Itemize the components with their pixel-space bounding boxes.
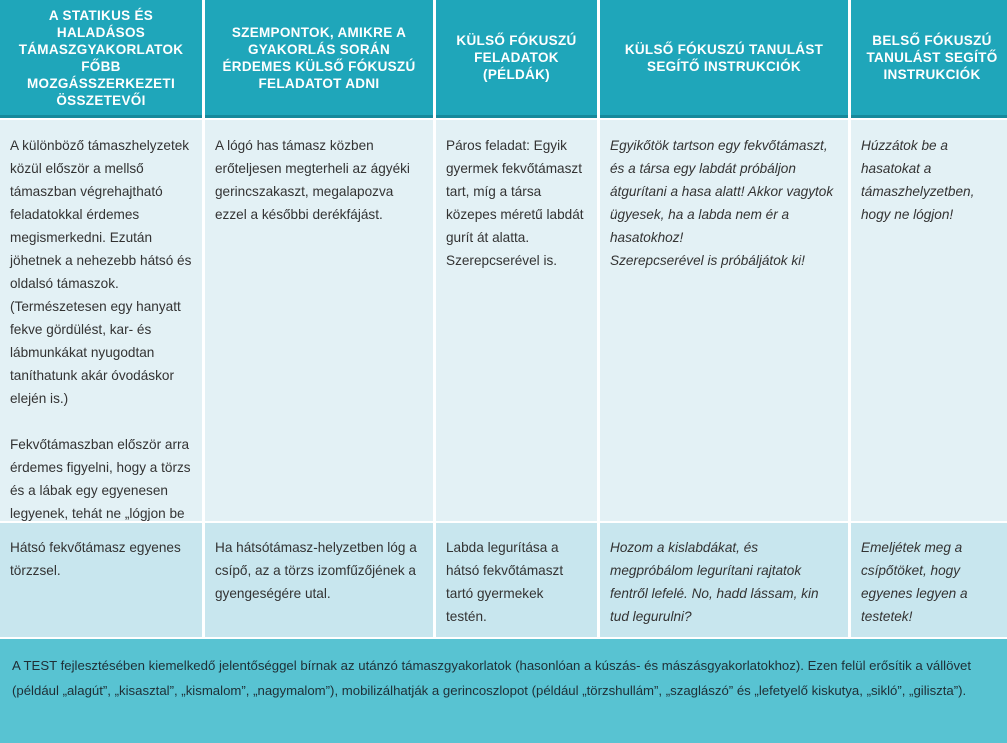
row1-external-instructions [600,120,848,521]
row1-components-text-2: Fekvőtámaszban először arra érdemes figyelni, hogy a törzs és a lábak egy egyenesen legyenek, tehát ne „lógjon be [10,437,191,521]
row2-external-instructions [600,523,848,637]
row2-components [0,523,202,637]
header-components: A STATIKUS ÉS HALADÁSOS TÁMASZGYAKORLATOK FŐBB MOZGÁSSZERKEZETI ÖSSZETEVŐI [0,0,202,118]
row2-external-instructions-text: Hozom a kislabdákat, és megpróbálom legurítani rajtatok fentről lefelé. No, hadd lássam, kin tud legurulni? [610,540,819,624]
footer-note: A TEST fejlesztésében kiemelkedő jelentőséggel bírnak az utánzó támaszgyakorlatok (hasonlóan a kúszás- és mászásgyakorlatokhoz). Ezen felül erősítik a vállövet (például „alagút”, „kisasztal”, „kismalom”, „nagymalom”), mobilizálhatják a gerincoszlopot (például „törzshullám”, „szaglászó” és „lefetyelő kiskutya, „sikló”, „giliszta”). [0,639,1007,743]
row2-external-tasks-text: Labda legurítása a hátsó fekvőtámaszt tartó gyermekek testén. [446,540,564,624]
row1-external-tasks-text: Páros feladat: Egyik gyermek fekvőtámaszt tart, míg a társa közepes méretű labdát gurít át alatta. Szerepcserével is. [446,138,584,268]
header-internal-instructions: BELSŐ FÓKUSZÚ TANULÁST SEGÍTŐ INSTRUKCIÓK [851,0,1007,118]
row1-aspects-text: A lógó has támasz közben erőteljesen megterheli az ágyéki gerincszakaszt, megalapozva ezzel a későbbi derékfájást. [215,138,410,222]
row2-internal-instructions [851,523,1007,637]
row1-internal-instructions-text: Húzzátok be a hasatokat a támaszhelyzetben, hogy ne lógjon! [861,138,975,222]
row1-internal-instructions [851,120,1007,521]
row1-external-instructions-text-2: Szerepcserével is próbáljátok ki! [610,253,805,268]
header-aspects: SZEMPONTOK, AMIKRE A GYAKORLÁS SORÁN ÉRDEMES KÜLSŐ FÓKUSZÚ FELADATOT ADNI [205,0,433,118]
header-external-instructions: KÜLSŐ FÓKUSZÚ TANULÁST SEGÍTŐ INSTRUKCIÓK [600,0,848,118]
row1-components-text-1: A különböző támaszhelyzetek közül először a mellső támaszban végrehajtható feladatokkal érdemes megismerkedni. Ezután jöhetnek a nehezebb hátsó és oldalsó támaszok. (Természetesen egy hanyatt fekve gördülést, kar- és lábmunkákat nyugodtan taníthatunk akár óvodáskor elején is.) [10,138,192,406]
row2-external-tasks [436,523,597,637]
row2-aspects [205,523,433,637]
header-external-tasks: KÜLSŐ FÓKUSZÚ FELADATOK (PÉLDÁK) [436,0,597,118]
row2-components-text: Hátsó fekvőtámasz egyenes törzzsel. [10,540,181,578]
row1-components [0,120,202,521]
row1-aspects [205,120,433,521]
row1-external-instructions-text-1: Egyikőtök tartson egy fekvőtámaszt, és a társa egy labdát próbáljon átgurítani a hasa alatt! Akkor vagytok ügyesek, ha a labda nem ér a hasatokhoz! [610,138,834,245]
row1-external-tasks [436,120,597,521]
row2-internal-instructions-text: Emeljétek meg a csípőtöket, hogy egyenes legyen a testetek! [861,540,968,624]
row2-aspects-text: Ha hátsótámasz-helyzetben lóg a csípő, az a törzs izomfűzőjének a gyengeségére utal. [215,540,417,601]
